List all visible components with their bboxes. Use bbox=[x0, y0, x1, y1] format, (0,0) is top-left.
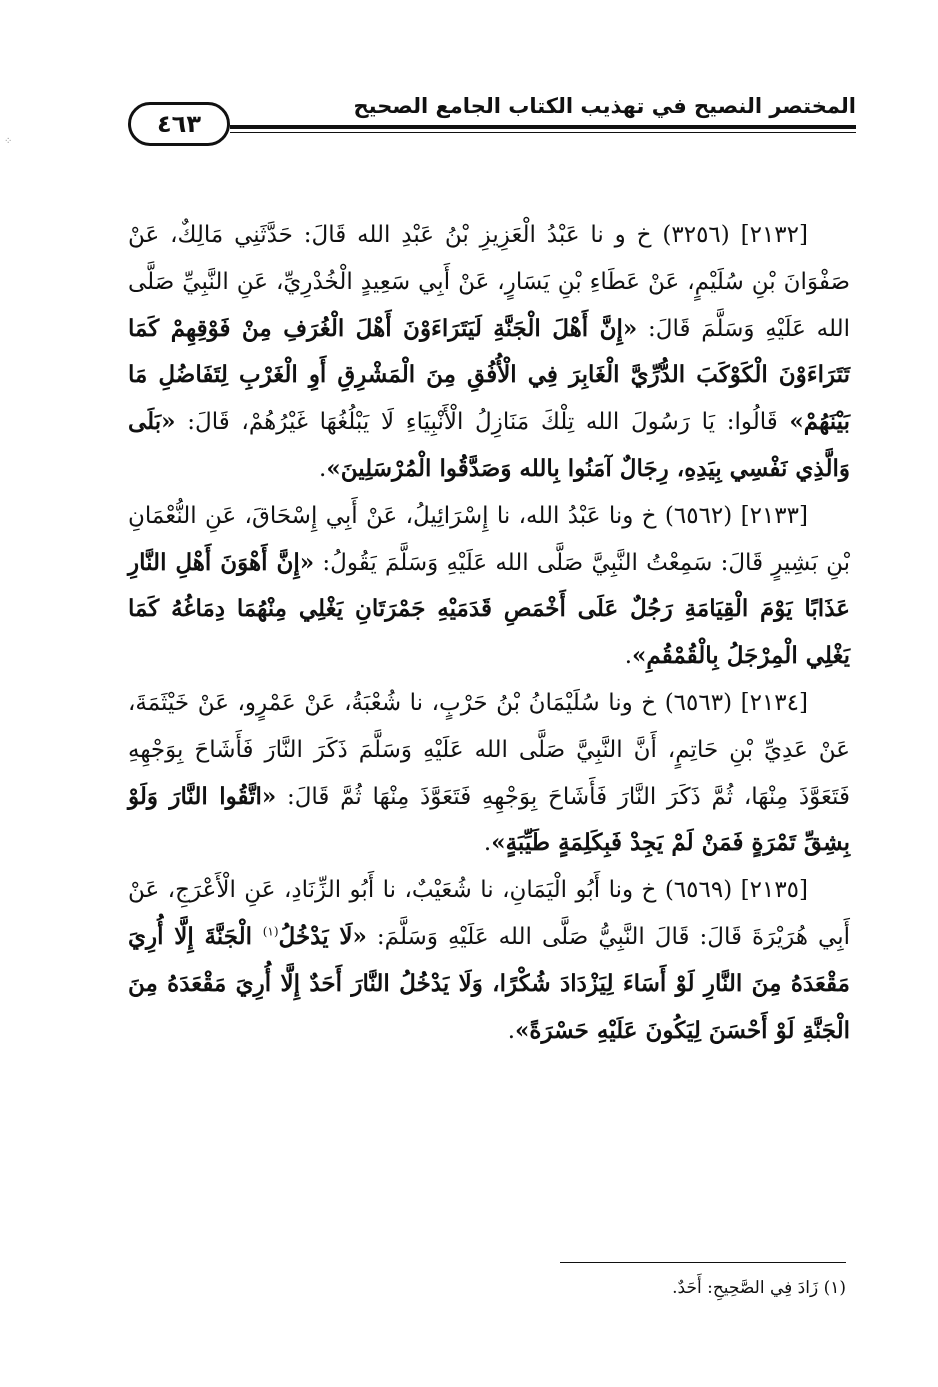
hadith-2133 bbox=[128, 493, 850, 680]
hadith-2132 bbox=[128, 212, 850, 493]
header-rule bbox=[230, 125, 856, 129]
hadith-quote: «إِنَّ أَهْلَ الْجَنَّةِ لَيَتَرَاءَوْنَ أَهْلَ الْغُرَفِ مِنْ فَوْقِهِمْ كَمَا تَتَرَاءَوْنَ الْكَوْكَبَ الدُّرِّيَّ الْغَابِرَ فِي الْأُفُقِ مِنَ الْمَشْرِقِ أَوِ الْغَرْبِ لِتَفَاضُلِ مَا بَيْنَهُمْ» bbox=[128, 314, 850, 436]
hadith-end: . bbox=[624, 643, 633, 670]
hadith-2135 bbox=[128, 867, 850, 1054]
main-text bbox=[128, 212, 850, 1054]
margin-mark: ⁘ bbox=[4, 136, 13, 147]
hadith-end: . bbox=[507, 1017, 516, 1044]
hadith-text: قَالُوا: يَا رَسُولَ الله تِلْكَ مَنَازِلُ الْأَنْبِيَاءِ لَا يَبْلُغُهَا غَيْرُهُمْ، قَالَ: bbox=[175, 409, 790, 436]
hadith-chain: خ ونا أَبُو الْيَمَانِ، نا شُعَيْبٌ، نا أَبُو الزِّنَادِ، عَنِ الْأَعْرَجِ، عَنْ أَبِي هُرَيْرَةَ قَالَ: قَالَ النَّبِيُّ صَلَّى الله عَلَيْهِ وَسَلَّمَ: bbox=[128, 877, 850, 950]
hadith-chain: خ ونا سُلَيْمَانُ بْنُ حَرْبٍ، نا شُعْبَةُ، عَنْ عَمْرٍو، عَنْ خَيْثَمَةَ، عَنْ عَدِيِّ بْنِ حَاتِمٍ، أَنَّ النَّبِيَّ صَلَّى الله عَلَيْهِ وَسَلَّمَ ذَكَرَ النَّارَ فَأَشَاحَ بِوَجْهِهِ فَتَعَوَّذَ مِنْهَا، ثُمَّ ذَكَرَ النَّارَ فَأَشَاحَ بِوَجْهِهِ فَتَعَوَّذَ مِنْهَا ثُمَّ قَالَ: bbox=[128, 689, 850, 810]
footnote-text: زَادَ فِي الصَّحِيحِ: أَحَدٌ. bbox=[672, 1278, 824, 1298]
hadith-chain: خ ونا عَبْدُ الله، نا إِسْرَائِيلُ، عَنْ أَبِي إِسْحَاقَ، عَنِ النُّعْمَانِ بْنِ بَشِيرٍ قَالَ: سَمِعْتُ النَّبِيَّ صَلَّى الله عَلَيْهِ وَسَلَّمَ يَقُولُ: bbox=[128, 502, 850, 576]
hadith-number: [٢١٣٢] (٣٢٥٦) bbox=[662, 222, 808, 248]
hadith-end: . bbox=[483, 830, 492, 857]
hadith-number: [٢١٣٤] (٦٥٦٣) bbox=[664, 689, 808, 716]
hadith-number: [٢١٣٥] (٦٥٦٩) bbox=[664, 877, 809, 904]
footnote-marker: (١) bbox=[823, 1278, 846, 1298]
header-rule-thin bbox=[230, 132, 856, 133]
hadith-quote: «إِنَّ أَهْوَنَ أَهْلِ النَّارِ عَذَابًا يَوْمَ الْقِيَامَةِ رَجُلٌ عَلَى أَخْمَصِ قَدَمَيْهِ جَمْرَتَانِ يَغْلِي مِنْهُمَا دِمَاغُهُ كَمَا يَغْلِي الْمِرْجَلُ بِالْقُمْقُمِ» bbox=[128, 548, 850, 670]
footnote-ref[interactable]: (١) bbox=[262, 924, 279, 939]
footnote-separator bbox=[560, 1262, 846, 1263]
page-number: ٤٦٣ bbox=[128, 102, 230, 146]
hadith-quote: الْجَنَّةَ إِلَّا أُرِيَ مَقْعَدَهُ مِنَ النَّارِ لَوْ أَسَاءَ لِيَزْدَادَ شُكْرًا، وَلَا يَدْخُلُ النَّارَ أَحَدٌ إِلَّا أُرِيَ مَقْعَدَهُ مِنَ الْجَنَّةِ لَوْ أَحْسَنَ لِيَكُونَ عَلَيْهِ حَسْرَةً» bbox=[128, 922, 850, 1044]
hadith-quote: «اتَّقُوا النَّارَ وَلَوْ بِشِقِّ تَمْرَةٍ فَمَنْ لَمْ يَجِدْ فَبِكَلِمَةٍ طَيِّبَةٍ» bbox=[128, 782, 850, 857]
running-header bbox=[128, 92, 856, 152]
hadith-end: . bbox=[319, 455, 327, 482]
hadith-quote: «لَا يَدْخُلُ bbox=[278, 922, 367, 950]
hadith-quote: «بَلَى وَالَّذِي نَفْسِي بِيَدِهِ، رِجَالٌ آمَنُوا بِالله وَصَدَّقُوا الْمُرْسَلِينَ» bbox=[128, 408, 850, 482]
hadith-number: [٢١٣٣] (٦٥٦٢) bbox=[664, 502, 808, 529]
book-title: المختصر النصيح في تهذيب الكتاب الجامع الصحيح bbox=[353, 94, 856, 118]
footnote-1 bbox=[672, 1278, 846, 1298]
hadith-2134 bbox=[128, 680, 850, 867]
hadith-chain: خ و نا عَبْدُ الْعَزِيزِ بْنُ عَبْدِ الله قَالَ: حَدَّثَنِي مَالِكٌ، عَنْ صَفْوَانَ بْنِ سُلَيْمٍ، عَنْ عَطَاءِ بْنِ يَسَارٍ، عَنْ أَبِي سَعِيدٍ الْخُدْرِيِّ، عَنِ النَّبِيِّ صَلَّى الله عَلَيْهِ وَسَلَّمَ قَالَ: bbox=[128, 222, 850, 342]
